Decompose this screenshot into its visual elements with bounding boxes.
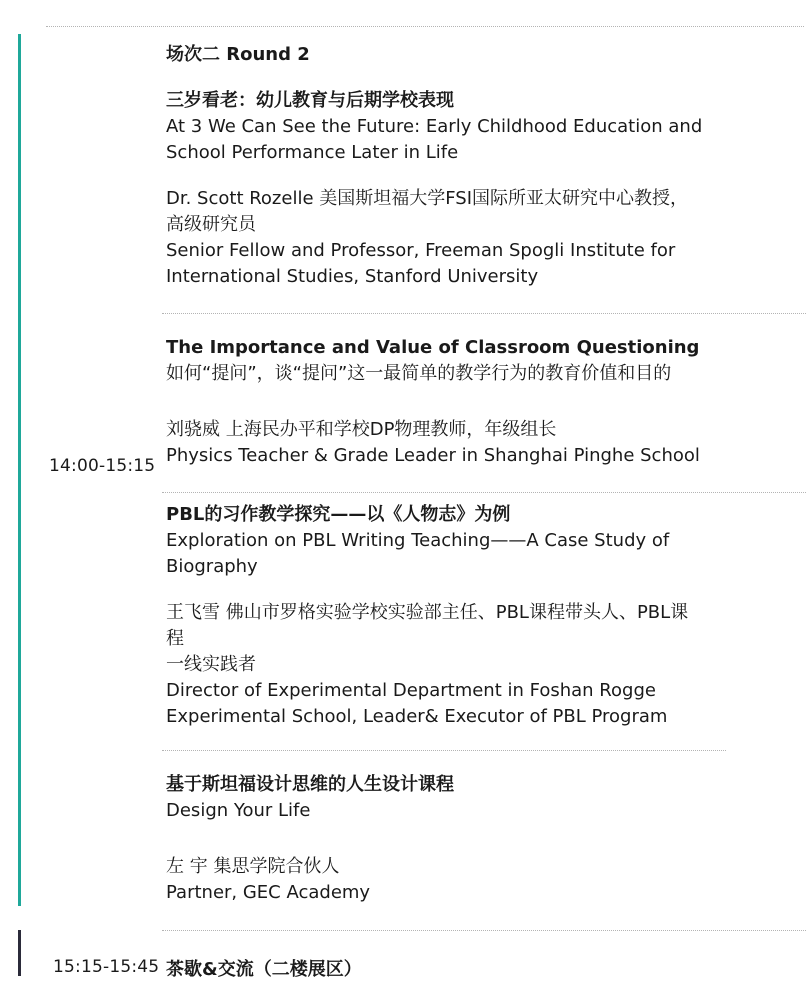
speaker-line: International Studies, Stanford University: [166, 266, 539, 287]
break-time: 15:15-15:45: [53, 957, 160, 977]
break-label: 茶歇&交流（二楼展区）: [166, 959, 362, 980]
speaker-line: Director of Experimental Department in Foshan Rogge: [166, 680, 656, 701]
break-accent-bar: [18, 930, 21, 976]
speaker-line: 高级研究员: [166, 214, 256, 235]
speaker-line: Partner, GEC Academy: [166, 882, 371, 903]
talk-title: PBL的习作教学探究——以《人物志》为例: [166, 504, 511, 525]
session-accent-bar: [18, 34, 21, 906]
speaker-line: 一线实践者: [166, 654, 256, 675]
speaker-line: 程: [166, 628, 184, 649]
talk-title: 三岁看老：幼儿教育与后期学校表现: [166, 90, 454, 111]
section-divider: [162, 930, 806, 931]
talk-subtitle: Biography: [166, 556, 258, 577]
talk-subtitle: 如何“提问”，谈“提问”这一最简单的教学行为的教育价值和目的: [166, 363, 672, 384]
talk-1: [166, 88, 766, 290]
speaker-line: 刘骁威 上海民办平和学校DP物理教师，年级组长: [166, 419, 557, 440]
talk-subtitle: At 3 We Can See the Future: Early Childhood Education and: [166, 116, 703, 137]
session-time: 14:00-15:15: [49, 456, 156, 476]
talk-divider-3: [162, 750, 726, 751]
speaker-line: Senior Fellow and Professor, Freeman Spogli Institute for: [166, 240, 676, 261]
talk-title: The Importance and Value of Classroom Questioning: [166, 337, 700, 358]
talk-divider-2: [162, 492, 806, 493]
speaker-line: Dr. Scott Rozelle 美国斯坦福大学FSI国际所亚太研究中心教授，: [166, 188, 689, 209]
talk-3: [166, 502, 766, 730]
talk-subtitle: Design Your Life: [166, 800, 311, 821]
speaker-line: 左 宇 集思学院合伙人: [166, 856, 340, 877]
speaker-line: Experimental School, Leader& Executor of PBL Program: [166, 706, 668, 727]
speaker-line: 王飞雪 佛山市罗格实验学校实验部主任、PBL课程带头人、PBL课: [166, 602, 689, 623]
top-divider: [46, 26, 804, 27]
talk-title: 基于斯坦福设计思维的人生设计课程: [166, 774, 454, 795]
talk-subtitle: Exploration on PBL Writing Teaching——A Case Study of: [166, 530, 670, 551]
talk-subtitle: School Performance Later in Life: [166, 142, 459, 163]
talk-2: [166, 335, 766, 469]
talk-divider-1: [162, 313, 806, 314]
round-title: 场次二 Round 2: [166, 44, 310, 65]
talk-4: [166, 772, 766, 906]
speaker-line: Physics Teacher & Grade Leader in Shanghai Pinghe School: [166, 445, 700, 466]
